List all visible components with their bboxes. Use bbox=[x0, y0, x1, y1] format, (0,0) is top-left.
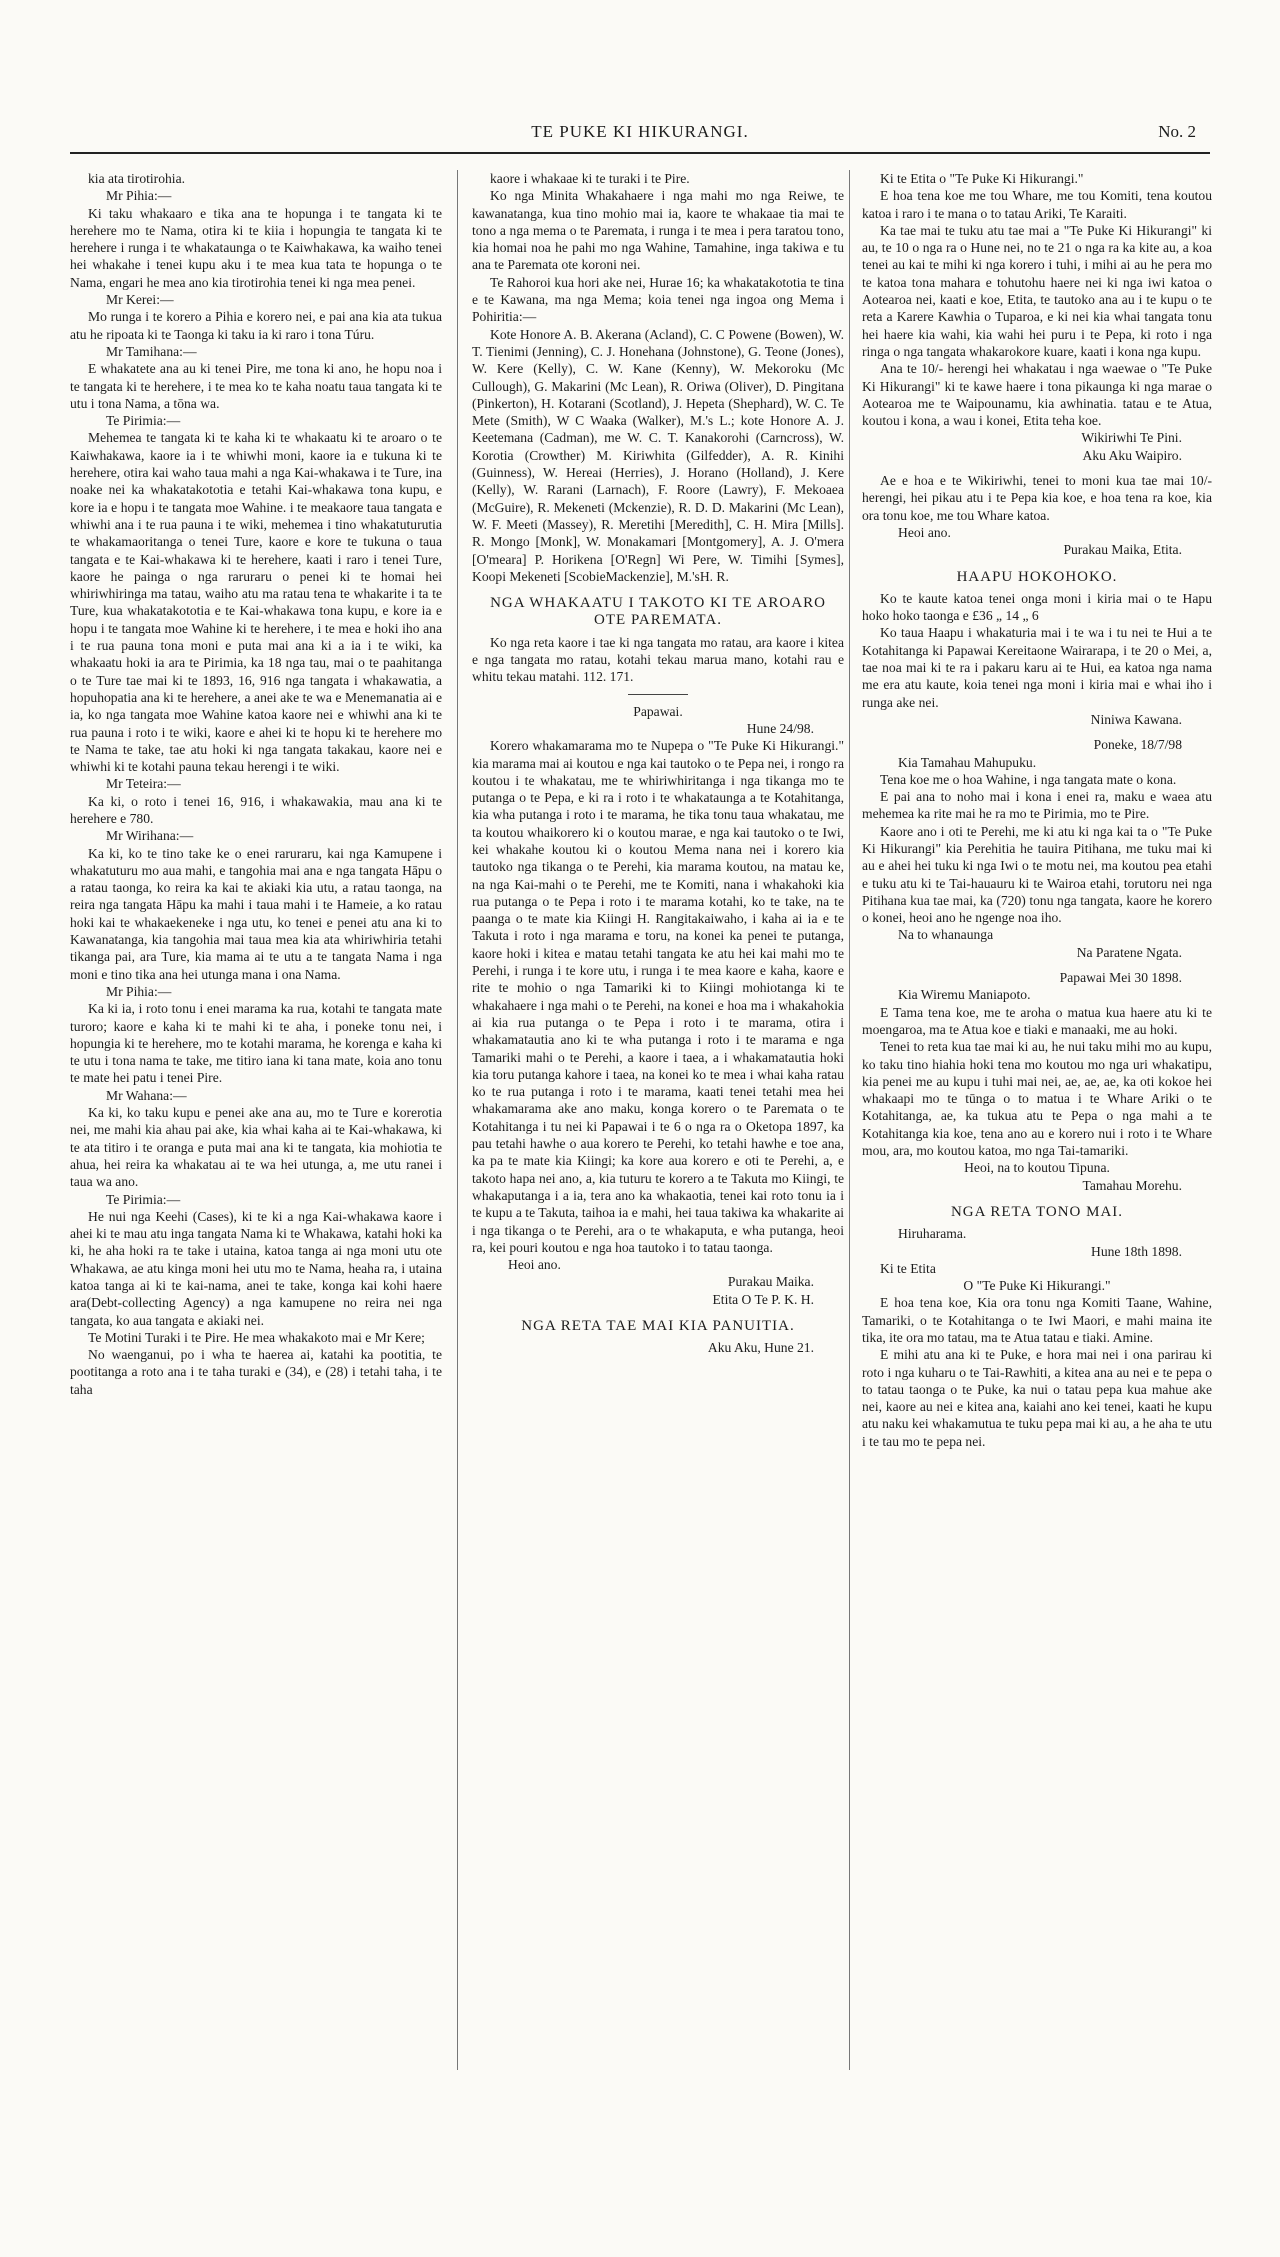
paragraph: Ana te 10/- herengi hei whakatau i nga waewae o "Te Puke Ki Hikurangi" ki te kawe haere i tona pikaunga ki nga marae o Aotearoa me te Waipounamu, kia awhinatia. tatau e te Atua, koutou i kona, a wau i konei, Etita teha koe. bbox=[862, 361, 1212, 429]
speaker-label: Mr Wahana:— bbox=[106, 1087, 187, 1103]
paragraph: Ka tae mai te tuku atu tae mai a "Te Puke Ki Hikurangi" ki au, te 10 o nga ra o Hune nei, no te 21 o nga ra ka kite au, a koa tenei au kai te mihi ki nga korero i tuhi, i mihi ai au he pera mo te katoa tona mahara e tohutohu haere nei ki nga iwi katoa o Aotearoa nei, kaati e koe, Etita, te tautoko ana au i te kupu o te reta a Karere Kawhia o Tuparoa, e ki nei kia whai tangata tonu hei haere kia wahi, kia wahi hei puru i te Pepa, ki roto i nga ringa o nga tangata whakarokore kuare, kaati i kona nga kupu. bbox=[862, 222, 1212, 359]
paragraph: E Tama tena koe, me te aroha o matua kua haere atu ki te moengaroa, ma te Atua koe e tiaki e manaaki, me au hoki. bbox=[862, 1004, 1212, 1037]
issue-number: No. 2 bbox=[1158, 122, 1196, 141]
paragraph: Ka ki ia, i roto tonu i enei marama ka rua, kotahi te tangata mate turoro; kaore e kaha ki te mahi ki te aha, i poneke tonu nei, i hopungia ki te herehere, mo te kotahi marama, he korenga e kaha ki te utu i tona nama te take, me titiro iana ki tana mate, koia ano tonu te mate hei patu i tenei Pire. bbox=[70, 1001, 442, 1086]
paragraph: Korero whakamarama mo te Nupepa o "Te Puke Ki Hikurangi." kia marama mai ai koutou e nga kai tautoko o te Pepa nei, i rongo ra koutou i te whakatau, me te whiriwhiritanga i nga tikanga mo te putanga o te Pepa, e ki ra i roto i te whakataunga a te Kotahitanga, kia wha putanga i roto i te marama, he tika tonu taua whakatau, me ta koutou whaikorero ki o koutou marae, e nga kai tautoko o te Iwi, kei whakahe koutou ki o koutou Mema nana nei i korero kia tautoko nga tikanga o te Perehi, kia marama koutou, na matau ke, na nga Kai-mahi o te Perehi, me te Komiti, nana i whakahoki kia rua putanga o te Pepa i roto i te marama kotahi, ko te take, na te paanga o te mate kia Kiingi H. Rangitakaiwaho, i kaha ai ia e te Takuta i roto i nga marama e toru, na konei ka penei te putanga, kaore hoki i kitea e matau tetahi tangata ke atu hei kai mahi mo te Perehi, i runga i te kore utu, i runga i te mea kaore e kaha, kaore e rite te mohio o nga Tamariki ki to Kiingi mohiotanga ki te whakahaere i nga mahi o te Perehi, na konei e hoa ma i whakahokia ai kia rua putanga o te Pepa i roto i te marama, otira i whakamatautia ano ki te wha putanga i roto i te marama e nga Tamariki mahi o te Perehi, a kaore i taea, a i whakamatautia hoki kia toru putanga kahore i taea, na konei ko te mea i whai kaha ratau ko te rua putanga i roto i te marama, kaati tenei tetahi mea hei whakamarama ake ano maku, konga korero o te Paremata o te Kotahitanga i tu nei ki Papawai i te 6 o nga ra o Oketopa 1897, ka pau tetahi hawhe o aua korero te Perehi, ko tetahi hawhe e toe ana, ka pa te mate kia Kiingi; ka kore aua korero e oti te Perehi, a, e takoto hapa nei ano, a, kia tuturu te korero a te Takuta mo Kiingi, te whakaputanga i a ia, tera ano ka whakaotia, tenei kai roto tonu ia i te kupu a te Takuta, taihoa ia e mahi, hei taua takiwa ka whakarite ai i nga tikanga o te Perehi, ara o te whakaputa, e wha putanga, heoi ra, kei pouri koutou e nga hoa tautoko i to tatau taonga. bbox=[472, 738, 844, 1255]
speaker-label: Kia Wiremu Maniapoto. bbox=[898, 987, 1031, 1003]
section-heading: NGA WHAKAATU I TAKOTO KI TE AROARO OTE PAREMATA. bbox=[490, 595, 826, 629]
signature-line: Na Paratene Ngata. bbox=[1076, 944, 1182, 960]
newspaper-title: TE PUKE KI HIKURANGI. bbox=[531, 122, 749, 141]
paragraph: Ki te Etita bbox=[880, 1260, 936, 1276]
spacer bbox=[862, 728, 1212, 736]
signature-line: Tamahau Morehu. bbox=[1082, 1177, 1182, 1193]
centered-line: Heoi, na to koutou Tipuna. bbox=[964, 1160, 1110, 1176]
paragraph: Ka ki, ko te tino take ke o enei raruraru, kai nga Kamupene i whakatuturu mo aua mahi, e tangohia mai ana e nga tangata Hāpu o a ratau taonga, ko reira ka kai te akiaki kia utu, a ratau taonga, na reira nga tangata Hāpu ka mahi i taua mahi i te Hameie, a ko ratau hoki kai te whakaekeneke i nga utu, ko tenei e penei atu ana ki to Kawanatanga, kia tangohia mai taua mea kia ata whiriwhiria tetahi tikanga pai, ara Ture, kia mama ai te utu a te tangata Nama i nga moni e tino tika ana hei utunga mana i ona Nama. bbox=[70, 845, 442, 982]
signature-line: Papawai Mei 30 1898. bbox=[1059, 970, 1182, 986]
paragraph: Tenei to reta kua tae mai ki au, he nui taku mihi mo au kupu, ko taku tino hiahia hoki tena mo koutou mo nga uri whakatipu, kia penei me au kupu i tuhi mai nei, ae, ae, ae, ka oti kokoe hei whakaapi mo te tūnga o to matua i te Whare Ariki o te Kotahitanga, ae, ka tukua atu te Pepa o nga mahi a te Kotahitanga kia koe, tena ano au e korero nui i roto i te Whare mou, ara, mo koutou katoa, mo nga Tai-tamariki. bbox=[862, 1039, 1212, 1159]
paragraph: E mihi atu ana ki te Puke, e hora mai nei i ona parirau ki roto i nga kuharu o te Tai-Rawhiti, a kitea ana au nei e te pepa o to tatau taonga o te Puke, ka nui o tatau pepa kua mahue ake nei, kaore au nei e kitea ana, kaiahi ano kei tenei, kaati he kupu atu naku kei whakamutua te tuku pepa mai ki au, a he aha te utu i te tau mo te pepa nei. bbox=[862, 1347, 1212, 1449]
paragraph: Te Motini Turaki i te Pire. He mea whakakoto mai e Mr Kere; bbox=[88, 1329, 425, 1345]
paragraph: kia ata tirotirohia. bbox=[88, 171, 186, 186]
signature-line: Purakau Maika. bbox=[727, 1274, 814, 1290]
paragraph: Kaore ano i oti te Perehi, me ki atu ki nga kai ta o "Te Puke Ki Hikurangi" kia Perehitia he tauira Pitihana, me tuku mai ki au e ahei hei tuku ki nga Iwi o te motu nei, ma koutou pea etahi e tuku atu ki te Tai-hauauru ki te Wairoa etahi, torutoru nei nga Pitihana kua tae mai, ka (720) tonu nga tangata, kaore he korero o konei, heoi ano he ngenge noa iho. bbox=[862, 823, 1212, 926]
spacer bbox=[862, 961, 1212, 969]
paragraph: Ko nga Minita Whakahaere i nga mahi mo nga Reiwe, te kawanatanga, kua tino mohio mai ia, kaore te whakaae tia mai te tono a nga mema o te Paremata, i runga i te mea i pera taratou tono, kia homai noa he pahi mo nga Wahine, Tamahine, inga takiwa e tu ana te Paremata ote koroni nei. bbox=[472, 188, 844, 273]
speaker-label: Mr Pihia:— bbox=[106, 188, 172, 204]
column-rule bbox=[849, 170, 850, 2070]
paragraph: Kote Honore A. B. Akerana (Acland), C. C Powene (Bowen), W. T. Tienimi (Jenning), C. J. Honehana (Johnstone), G. Teone (Jones), W. Kere (Kelly), C. W. Kane (Kenny), W. Mekoroku (Mc Cullough), G. Makarini (Mc Lean), R. Oriwa (Oliver), D. Pingitana (Pinkerton), H. Kotarani (Scotland), J. Hepeta (Shephard), W. C. Te Mete (Smith), W C Waaka (Walker), M.'s L.; kote Honore A. J. Keetemana (Cadman), me W. C. T. Kanakorohi (Carncross), W. Korotia (Crowther) M. Kiriwhita (Gilfedder), A. R. Kinihi (Guinness), W. Hereai (Herries), J. Horano (Holland), J. Kere (Kelly), W. Rarani (Larnach), F. Roore (Lawry), F. Mekoaea (McGuire), R. Mekeneti (Mckenzie), R. D. D. Makarini (Mc Lean), W. F. Meeti (Massey), R. Meretihi [Meredith], C. H. Mira [Mills]. R. Mongo [Monk], W. Monakamari [Montgomery], A. J. O'mera [O'meara] P. Horikena [O'Regn] Wi Pere, W. Timihi [Symes], Koopi Mekeneti [ScobieMackenzie], M.'sH. R. bbox=[472, 326, 844, 584]
centered-line: Papawai. bbox=[633, 703, 683, 719]
paragraph: Ae e hoa e te Wikiriwhi, tenei to moni kua tae mai 10/- herengi, hei pikau atu i te Pepa kia koe, e hoa tena ra koe, kia ora tonu koe, me tou Whare katoa. bbox=[862, 473, 1212, 523]
speaker-label: Mr Tamihana:— bbox=[106, 343, 197, 359]
paragraph: kaore i whakaae ki te turaki i te Pire. bbox=[490, 171, 690, 186]
column-2 bbox=[472, 170, 844, 2220]
section-heading: NGA RETA TAE MAI KIA PANUITIA. bbox=[521, 1318, 795, 1334]
column-rule bbox=[457, 170, 458, 2070]
paragraph: Ki te Etita o "Te Puke Ki Hikurangi." bbox=[880, 171, 1084, 186]
paragraph: Mo runga i te korero a Pihia e korero nei, e pai ana kia ata tukua atu he ripoata ki te Taonga ki taku ia ki raro i tona Túru. bbox=[70, 309, 442, 342]
signature-line: Poneke, 18/7/98 bbox=[1093, 737, 1182, 753]
signature-line: Wikiriwhi Te Pini. bbox=[1081, 430, 1182, 446]
signature-line: Hune 18th 1898. bbox=[1091, 1243, 1182, 1259]
column-3 bbox=[862, 170, 1212, 2220]
signature-line: Aku Aku, Hune 21. bbox=[707, 1340, 814, 1356]
paragraph: Ki taku whakaaro e tika ana te hopunga i te tangata ki te herehere mo te Nama, otira ki te kiia i hopungia te tangata ki te herehere i runga i te whakataunga o te Kaiwhakawa, ka waiho tenei hei whakahe i tenei kupu aku i te mea kua tata te hopunga o te Nama, engari he mea ano kia tirotirohia tenei ki nga mea penei. bbox=[70, 205, 442, 290]
paragraph: E pai ana to noho mai i kona i enei ra, maku e waea atu mehemea ka rite mai he ra mo te Pirimia, mo te Pire. bbox=[862, 789, 1212, 822]
speaker-label: Hiruharama. bbox=[898, 1226, 967, 1242]
centered-line: O "Te Puke Ki Hikurangi." bbox=[963, 1278, 1111, 1294]
column-1 bbox=[70, 170, 442, 2220]
paragraph: No waenganui, po i wha te haerea ai, katahi ka pootitia, te pootitanga a roto ana i te taha turaki e (34), e (28) i tetahi taha, i te taha bbox=[70, 1347, 442, 1397]
signature-line: Purakau Maika, Etita. bbox=[1063, 542, 1182, 558]
paragraph: Ka ki, ko taku kupu e penei ake ana au, mo te Ture e korerotia nei, me mahi kia ahau pai ake, kia whai kaha ai te Kai-whakawa, ki te ata titiro i te oranga e puta mai ana ki te tangata, kia mohiotia te ahua, hei reira ka whakatau ai te wa hei utunga, a, me utu ranei i taua wa ano. bbox=[70, 1105, 442, 1190]
speaker-label: Heoi ano. bbox=[898, 524, 951, 540]
speaker-label: Te Pirimia:— bbox=[106, 1191, 181, 1207]
paragraph: Ko te kaute katoa tenei onga moni i kiria mai o te Hapu hoko hoko taonga e £36 „ 14 „ 6 bbox=[862, 590, 1212, 624]
signature-line: Niniwa Kawana. bbox=[1090, 711, 1182, 727]
speaker-label: Mr Wirihana:— bbox=[106, 828, 194, 844]
paragraph: Ko nga reta kaore i tae ki nga tangata mo ratau, ara kaore i kitea e nga tangata mo ratau, kotahi tekau marua mano, kotahi rau e whitu tekau matahi. 112. 171. bbox=[472, 634, 844, 685]
paragraph: E hoa tena koe, Kia ora tonu nga Komiti Taane, Wahine, Tamariki, o te Kotahitanga o te Iwi Maori, e mahi maina ite tika, ite ora mo tatau, ma te Atua tatau e tiaki. Amine. bbox=[862, 1295, 1212, 1345]
speaker-label: Kia Tamahau Mahupuku. bbox=[898, 754, 1037, 770]
section-divider bbox=[628, 694, 688, 695]
paragraph: Mehemea te tangata ki te kaha ki te whakaatu ki te aroaro o te Kaiwhakawa, kaore ia i te whiwhi moni, kaore ia e tukuna ki te herehere, otira kai waho taua mahi a nga Kai-whakawa i te Ture, ina noake nei ka whakatakototia e tetahi Kai-whakawa tona kupu, e kore ia e hopu i te tangata moe Wahine. i te meakaore taua tangata e whiwhi ana i te rua pauna i te wiki, mehemea i tino whakatuturutia te whakamaoritanga o tenei Ture, kaore e kore te tukuna o taua tangata e te Kai-whakawa ki te herehere, kaati i raro i tenei Ture, kaore he painga o nga raruraru o penei ki te homai hei whiriwhiringa ma tatau, waiho atu ma ratau tena te whakarite i ta te Ture, kua whakatakototia e te Kai-whakawa tona kupu, e kore ia e hopu i te tangata moe Wahine ki te herehere, i te mea e hoki iho ana i te rua pauna tona moni e puta mai ana ki a ia i te wiki, ka whakaatu hoki ia ara te Pirimia, ka 18 nga tau, mai o te paahitanga o te Ture tae mai ki te 1893, 16, 916 nga tangata i whakawatia, a hopuhopatia ana ki te herehere, a anei ake te wa e Menemanatia ai e ia, ko nga tangata moe Wahine katoa kaore nei e whiwhi ana ki te rua pauna i roto i te wiki, kaore e ahei ki te hopu ki te herehere mo te Nama te take, tae atu hoki ki nga tangata takakau, kaore nei e whiwhi ki te kotahi pauna tekau herengi i te wiki. bbox=[70, 430, 442, 775]
paragraph: He nui nga Keehi (Cases), ki te ki a nga Kai-whakawa kaore i ahei ki te mau atu inga tangata Nama ki te Whakawa, katahi hoki ka ki, he aha hoki ra te take i utaina, katoa tanga ai nga moni utu ote Whakawa, ae atu kinga moni hei utu mo te Nama, heaha ra, i utaina katoa tanga ai ki te kai-nama, anei te take, konga kai kohi haere ara(Debt-collecting Agency) a nga kamupene no reira nei nga tangata, ko aua tangata e akiaki nei. bbox=[70, 1208, 442, 1328]
speaker-label: Mr Teteira:— bbox=[106, 776, 181, 792]
paragraph: E hoa tena koe me tou Whare, me tou Komiti, tena koutou katoa i raro i te mana o to tatau Ariki, Te Karaiti. bbox=[862, 188, 1212, 221]
spacer bbox=[862, 464, 1212, 472]
section-heading: NGA RETA TONO MAI. bbox=[950, 1203, 1124, 1220]
speaker-label: Te Pirimia:— bbox=[106, 413, 181, 429]
section-heading: HAAPU HOKOHOKO. bbox=[956, 568, 1118, 585]
speaker-label: Heoi ano. bbox=[508, 1257, 561, 1273]
speaker-label: Mr Kerei:— bbox=[106, 292, 174, 308]
paragraph: Tena koe me o hoa Wahine, i nga tangata mate o kona. bbox=[880, 771, 1177, 787]
paragraph: E whakatete ana au ki tenei Pire, me tona ki ano, he hopu noa i te tangata ki te herehere, i te mea ko te kaha noatu taua tangata ki te utu i tona Nama, a tōna wa. bbox=[70, 361, 442, 411]
signature-line: Aku Aku Waipiro. bbox=[1082, 447, 1182, 463]
paragraph: Te Rahoroi kua hori ake nei, Hurae 16; ka whakatakototia te tina e te Kawana, ma nga Mema; koia tenei nga ingoa ong Mema i Pohiritia:— bbox=[472, 274, 844, 325]
speaker-label: Mr Pihia:— bbox=[106, 983, 172, 999]
signature-line: Etita O Te P. K. H. bbox=[712, 1291, 814, 1307]
speaker-label: Na to whanaunga bbox=[898, 927, 994, 943]
signature-line: Hune 24/98. bbox=[746, 720, 814, 736]
page-header bbox=[70, 118, 1210, 154]
paragraph: Ka ki, o roto i tenei 16, 916, i whakawakia, mau ana ki te herehere e 780. bbox=[70, 793, 442, 826]
paragraph: Ko taua Haapu i whakaturia mai i te wa i tu nei te Hui a te Kotahitanga ki Papawai Kereitaone Wairarapa, i te 20 o Mei, a, tae noa mai ki te ra i pakaru karu ai te Hui, ea katoa nga nama me era atu kaute, koia tenei nga moni i kiria mai e whai iho i runga ake nei. bbox=[862, 625, 1212, 710]
